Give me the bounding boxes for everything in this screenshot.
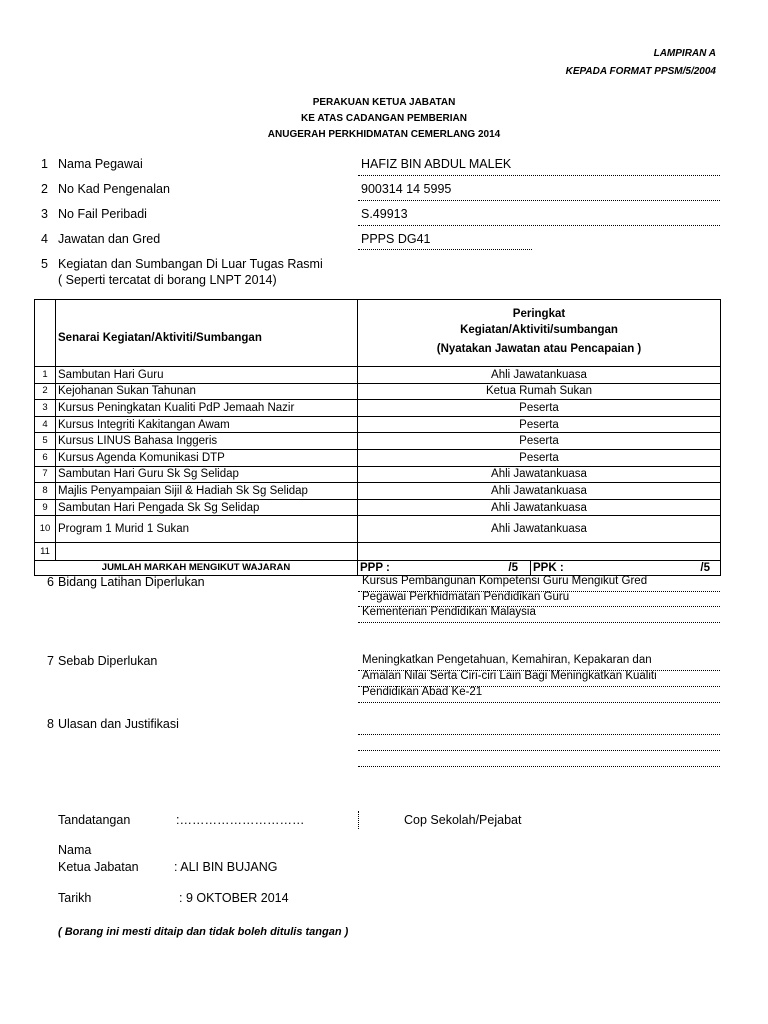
row-number: 7 — [35, 466, 56, 483]
ppk-label: PPK : — [533, 562, 564, 575]
nama-pegawai-label: Nama Pegawai — [58, 157, 143, 171]
table-row — [35, 367, 721, 384]
footer-note: ( Borang ini mesti ditaip dan tidak boleh ditulis tangan ) — [58, 926, 349, 938]
sebab-line-1: Meningkatkan Pengetahuan, Kemahiran, Kepakaran dan — [362, 654, 652, 666]
jawatan-gred-label: Jawatan dan Gred — [58, 232, 161, 246]
field-number: 3 — [41, 207, 48, 221]
row-number: 11 — [35, 543, 56, 561]
sebab-diperlukan-label: Sebab Diperlukan — [58, 654, 158, 668]
row-number: 9 — [35, 499, 56, 516]
dotted-line — [358, 225, 720, 226]
row-level: Ahli Jawatankuasa — [358, 516, 721, 543]
row-activity: Sambutan Hari Guru Sk Sg Selidap — [56, 466, 358, 483]
dotted-line — [358, 622, 720, 623]
bidang-latihan-label: Bidang Latihan Diperlukan — [58, 575, 205, 589]
row-number: 5 — [35, 433, 56, 450]
table-row — [35, 433, 721, 450]
tandatangan-value: :………………………… — [176, 813, 305, 827]
row-number: 6 — [35, 449, 56, 466]
row-level — [358, 543, 721, 561]
kegiatan-label: Kegiatan dan Sumbangan Di Luar Tugas Rasmi — [58, 257, 323, 271]
no-fail-peribadi-label: No Fail Peribadi — [58, 207, 147, 221]
nama-pegawai-value: HAFIZ BIN ABDUL MALEK — [361, 157, 512, 171]
row-activity: Kursus Agenda Komunikasi DTP — [56, 449, 358, 466]
ppk-cell — [531, 561, 721, 576]
table-header-level — [358, 300, 721, 367]
total-row — [35, 561, 721, 576]
ketua-jabatan-label: Ketua Jabatan — [58, 860, 139, 874]
cop-label: Cop Sekolah/Pejabat — [404, 813, 522, 827]
dotted-line — [358, 175, 720, 176]
table-header-level-line-2: Kegiatan/Aktiviti/sumbangan — [460, 324, 618, 336]
table-header-activity: Senarai Kegiatan/Aktiviti/Sumbangan — [56, 300, 358, 367]
dotted-line — [358, 750, 720, 751]
row-number: 4 — [35, 416, 56, 433]
table-row — [35, 449, 721, 466]
field-number: 7 — [47, 654, 54, 668]
title-line-2: KE ATAS CADANGAN PEMBERIAN — [301, 113, 467, 124]
row-number: 1 — [35, 367, 56, 384]
field-number: 5 — [41, 257, 48, 271]
field-number: 8 — [47, 717, 54, 731]
table-row — [35, 400, 721, 417]
no-fail-peribadi-value: S.49913 — [361, 207, 408, 221]
field-number: 4 — [41, 232, 48, 246]
ppp-cell — [358, 561, 531, 576]
row-level: Ahli Jawatankuasa — [358, 466, 721, 483]
table-row — [35, 543, 721, 561]
row-level: Peserta — [358, 433, 721, 450]
row-number: 3 — [35, 400, 56, 417]
row-activity: Kursus Peningkatan Kualiti PdP Jemaah Nazir — [56, 400, 358, 417]
signature-divider — [358, 811, 359, 829]
ppk-max: /5 — [700, 562, 710, 575]
title-line-3: ANUGERAH PERKHIDMATAN CEMERLANG 2014 — [267, 129, 501, 140]
ketua-jabatan-value: : ALI BIN BUJANG — [174, 860, 278, 874]
row-level: Ahli Jawatankuasa — [358, 499, 721, 516]
row-level: Ahli Jawatankuasa — [358, 483, 721, 500]
field-number: 6 — [47, 575, 54, 589]
ppp-label: PPP : — [360, 562, 390, 575]
table-row — [35, 466, 721, 483]
table-header-level-line-3: (Nyatakan Jawatan atau Pencapaian ) — [436, 343, 642, 355]
total-label: JUMLAH MARKAH MENGIKUT WAJARAN — [35, 561, 358, 576]
row-activity: Kursus Integriti Kakitangan Awam — [56, 416, 358, 433]
table-row — [35, 516, 721, 543]
row-level: Ahli Jawatankuasa — [358, 367, 721, 384]
format-label: KEPADA FORMAT PPSM/5/2004 — [565, 66, 716, 77]
no-kad-pengenalan-value: 900314 14 5995 — [361, 182, 452, 196]
bidang-latihan-line-3: Kementerian Pendidikan Malaysia — [362, 606, 536, 618]
ppp-max: /5 — [508, 562, 518, 575]
row-activity: Program 1 Murid 1 Sukan — [56, 516, 358, 543]
row-activity: Kursus LINUS Bahasa Inggeris — [56, 433, 358, 450]
row-number: 10 — [35, 516, 56, 543]
sebab-line-3: Pendidikan Abad Ke-21 — [362, 686, 483, 698]
row-activity: Majlis Penyampaian Sijil & Hadiah Sk Sg Selidap — [56, 483, 358, 500]
kegiatan-sublabel: ( Seperti tercatat di borang LNPT 2014) — [58, 273, 277, 287]
row-level: Peserta — [358, 449, 721, 466]
dotted-line — [358, 702, 720, 703]
row-activity: Kejohanan Sukan Tahunan — [56, 383, 358, 400]
title-line-1: PERAKUAN KETUA JABATAN — [312, 97, 456, 108]
table-row — [35, 483, 721, 500]
table-header-blank — [35, 300, 56, 367]
row-activity: Sambutan Hari Pengada Sk Sg Selidap — [56, 499, 358, 516]
dotted-line — [358, 766, 720, 767]
bidang-latihan-line-1: Kursus Pembangunan Kompetensi Guru Mengikut Gred — [362, 575, 648, 587]
jawatan-gred-value: PPPS DG41 — [361, 232, 431, 246]
table-header-level-line-1: Peringkat — [512, 308, 566, 320]
sebab-line-2: Amalan Nilai Serta Ciri-ciri Lain Bagi Meningkatkan Kualiti — [362, 670, 657, 682]
no-kad-pengenalan-label: No Kad Pengenalan — [58, 182, 170, 196]
row-number: 2 — [35, 383, 56, 400]
dotted-line — [358, 200, 720, 201]
nama-label: Nama — [58, 843, 92, 857]
table-row — [35, 383, 721, 400]
row-number: 8 — [35, 483, 56, 500]
table-row — [35, 499, 721, 516]
dotted-line — [358, 249, 532, 250]
row-activity: Sambutan Hari Guru — [56, 367, 358, 384]
row-level: Ketua Rumah Sukan — [358, 383, 721, 400]
row-level: Peserta — [358, 400, 721, 417]
table-row — [35, 416, 721, 433]
row-level: Peserta — [358, 416, 721, 433]
bidang-latihan-line-2: Pegawai Perkhidmatan Pendidikan Guru — [362, 591, 570, 603]
tarikh-value: : 9 OKTOBER 2014 — [179, 891, 289, 905]
row-activity — [56, 543, 358, 561]
activities-table — [34, 299, 721, 576]
ulasan-label: Ulasan dan Justifikasi — [58, 717, 179, 731]
dotted-line — [358, 734, 720, 735]
table-header-row — [35, 300, 721, 367]
tandatangan-label: Tandatangan — [58, 813, 131, 827]
tarikh-label: Tarikh — [58, 891, 92, 905]
field-number: 2 — [41, 182, 48, 196]
lampiran-label: LAMPIRAN A — [653, 48, 716, 59]
field-number: 1 — [41, 157, 48, 171]
